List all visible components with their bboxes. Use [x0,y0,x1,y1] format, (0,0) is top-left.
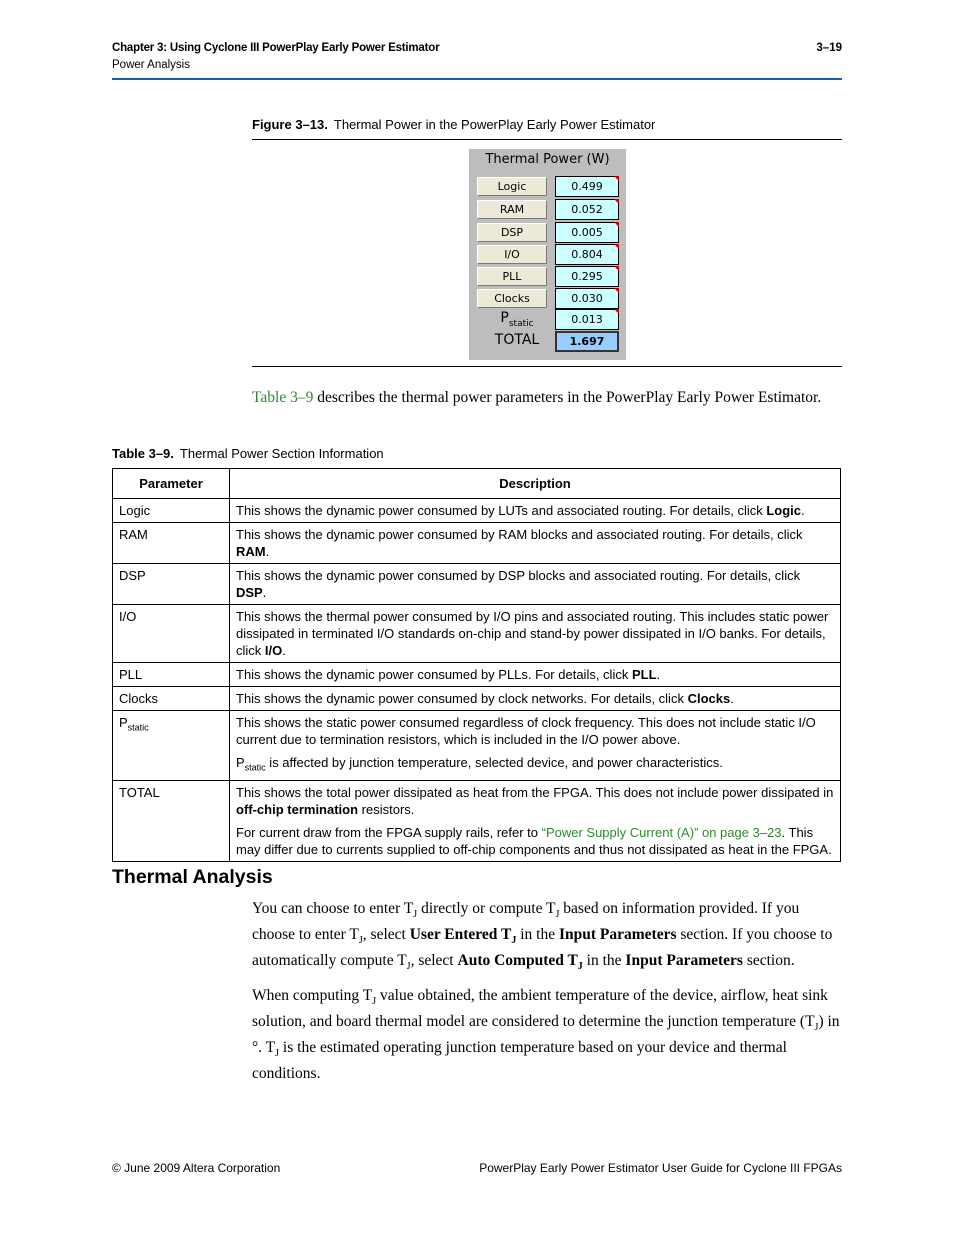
pll-value-text: 0.295 [571,270,603,283]
desc-cell [230,564,841,605]
clocks-button[interactable]: Clocks [477,289,547,308]
io-value-text: 0.804 [571,248,603,261]
page-number: 3–19 [816,42,842,54]
desc-text: For current draw from the FPGA supply rails, refer to [236,824,542,840]
table-row [113,687,841,711]
comment-marker-icon [614,309,619,314]
body-paragraph: You can choose to enter $T_J$ directly or compute $T_J$ based on information provided. If you choose to enter $T_J$, select User Entered $T_J$ in the Input Parameters section. If you choose to automatically compute $T_J$, select Auto Computed $T_J$ in the Input Parameters section. [252,900,833,972]
desc-bold: RAM [236,544,266,559]
desc-paragraph: This shows the static power consumed regardless of clock frequency. This does not include static I/O current due to termination resistors, which is included in the I/O power above. [236,715,816,747]
section-heading: Thermal Analysis [112,866,273,888]
table-row [113,711,841,781]
desc-p-sub: static [244,762,266,773]
clocks-value [555,288,619,309]
table-header-row [113,469,841,499]
page-header [112,42,842,80]
body-paragraph: When computing $T_J$ value obtained, the ambient temperature of the device, airflow, heat sink solution, and board thermal model are considered to determine the junction temperature $(T_J)$ in °. $T_J$ is the estimated operating junction temperature based on your device and thermal conditions. [252,987,840,1082]
intro-paragraph [252,388,842,408]
param-cell: TOTAL [113,780,230,861]
pstatic-label-sub: static [508,318,534,329]
param-cell: Logic [113,499,230,523]
thermal-power-table [112,468,841,862]
io-value [555,244,619,265]
desc-paragraph [236,784,834,818]
table-row [113,499,841,523]
power-supply-link[interactable]: “Power Supply Current (A)” on page 3–23 [541,824,782,840]
param-sub: static [127,722,149,733]
desc-text: This shows the total power dissipated as heat from the FPGA. This does not include power dissipated in [236,784,834,800]
desc-text: This shows the dynamic power consumed by RAM blocks and associated routing. For details, click [236,527,803,542]
intro-text: describes the thermal power parameters in the PowerPlay Early Power Estimator. [313,389,822,406]
ram-value [555,199,619,220]
logic-button[interactable]: Logic [477,177,547,196]
pstatic-value-text: 0.013 [571,313,603,326]
comment-marker-icon [614,244,619,249]
table-row [113,564,841,605]
desc-paragraph [236,824,834,858]
desc-cell [230,711,841,781]
table-row [113,523,841,564]
header-description: Description [230,469,841,499]
desc-text: is affected by junction temperature, selected device, and power characteristics. [265,755,723,770]
footer-right: PowerPlay Early Power Estimator User Guide for Cyclone III FPGAs [479,1161,842,1175]
desc-cell [230,663,841,687]
figure-caption-text: Thermal Power in the PowerPlay Early Power Estimator [333,117,656,132]
io-button[interactable]: I/O [477,245,547,264]
desc-end: resistors. [358,801,415,817]
table-label: Table 3–9. [112,446,174,461]
desc-end: . [730,691,734,706]
comment-marker-icon [614,199,619,204]
desc-bold: DSP [236,585,263,600]
dsp-value [555,222,619,243]
logic-value-text: 0.499 [571,180,603,193]
desc-bold: PLL [631,667,657,682]
pll-value [555,266,619,287]
desc-bold: I/O [264,643,283,658]
figure-caption [252,117,842,140]
desc-text: This shows the dynamic power consumed by DSP blocks and associated routing. For details, click [236,568,801,583]
desc-paragraph [236,754,834,777]
figure-bottom-rule [252,366,842,367]
table-row [113,780,841,861]
table-row [113,605,841,663]
param-cell: Clocks [113,687,230,711]
param-cell: DSP [113,564,230,605]
dsp-value-text: 0.005 [571,226,603,239]
ram-value-text: 0.052 [571,203,603,216]
desc-p-main: P [236,755,245,770]
param-cell: I/O [113,605,230,663]
desc-end: . [265,544,270,559]
desc-end: . [801,503,805,518]
desc-bold: Clocks [687,691,731,706]
desc-cell [230,605,841,663]
header-parameter: Parameter [113,469,230,499]
desc-end: . [656,667,661,682]
desc-text: This shows the dynamic power consumed by PLLs. For details, click [236,667,632,682]
widget-title: Thermal Power (W) [485,152,610,167]
desc-bold: off-chip termination [236,801,359,817]
pstatic-value [555,309,619,330]
desc-bold: Logic [766,503,802,518]
desc-cell [230,499,841,523]
comment-marker-icon [614,176,619,181]
desc-cell [230,523,841,564]
section-name: Power Analysis [112,59,190,71]
table-caption [112,446,384,461]
table-row [113,663,841,687]
param-cell: RAM [113,523,230,564]
logic-value [555,176,619,197]
desc-end: . [262,585,267,600]
footer-left: © June 2009 Altera Corporation [112,1161,281,1175]
pstatic-label [477,310,557,329]
desc-text: This shows the dynamic power consumed by clock networks. For details, click [236,691,688,706]
param-cell: PLL [113,663,230,687]
desc-end: . This may differ due to currents supplied to off-chip components and thus not dissipated as heat in the FPGA. [236,824,832,857]
total-value: 1.697 [555,331,619,352]
figure-label: Figure 3–13. [252,117,328,132]
ram-button[interactable]: RAM [477,200,547,219]
comment-marker-icon [614,222,619,227]
comment-marker-icon [614,266,619,271]
param-cell [113,711,230,781]
dsp-button[interactable]: DSP [477,223,547,242]
clocks-value-text: 0.030 [571,292,603,305]
chapter-title: Chapter 3: Using Cyclone III PowerPlay Early Power Estimator [112,42,440,54]
thermal-power-widget [469,149,626,360]
desc-cell [230,780,841,861]
total-label: TOTAL [494,332,540,348]
desc-text: This shows the dynamic power consumed by LUTs and associated routing. For details, click [236,503,767,518]
param-main: P [119,715,128,730]
desc-end: . [282,643,286,658]
table-link[interactable]: Table 3–9 [252,389,314,406]
comment-marker-icon [614,288,619,293]
table-caption-text: Thermal Power Section Information [179,446,384,461]
desc-text: This shows the thermal power consumed by I/O pins and associated routing. This includes static power dissipated in terminated I/O standards on-chip and stand-by power dissipated in I/O banks. For details, click [236,609,829,658]
pstatic-label-main: P [500,310,509,326]
desc-cell [230,687,841,711]
pll-button[interactable]: PLL [477,267,547,286]
